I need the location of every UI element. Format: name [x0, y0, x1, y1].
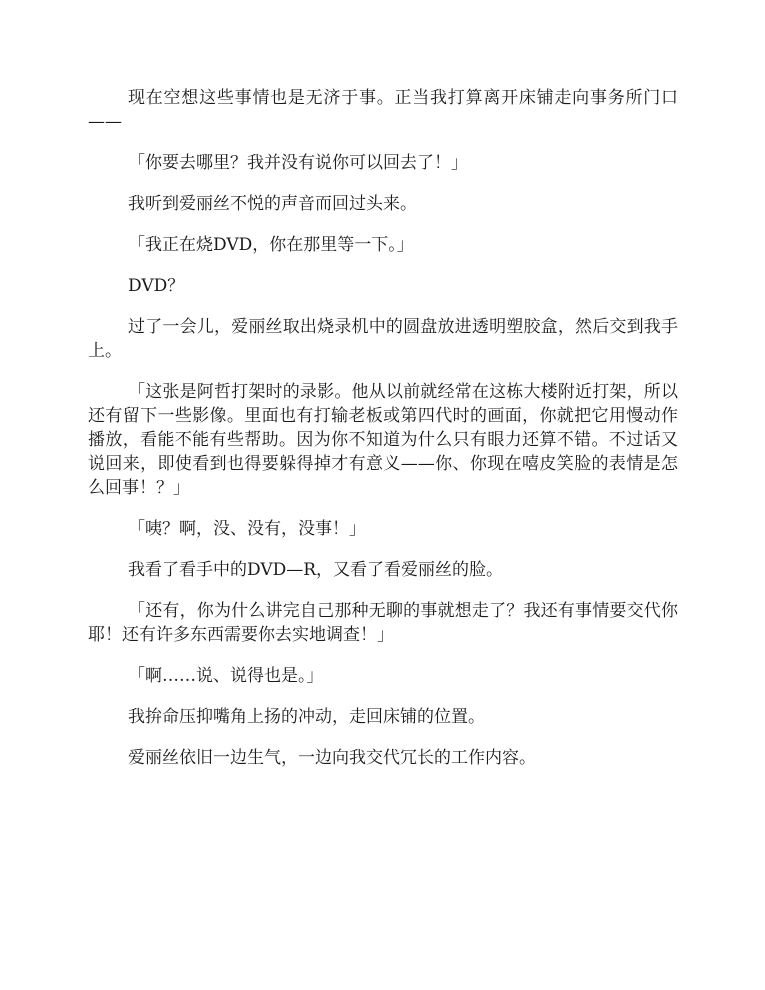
- paragraph: 爱丽丝依旧一边生气，一边向我交代冗长的工作内容。: [128, 748, 536, 768]
- paragraph: 「我正在烧DVD，你在那里等一下。」: [128, 235, 414, 255]
- paragraph: 「咦？啊，没、没有，没事！」: [128, 519, 366, 539]
- paragraph: 现在空想这些事情也是无济于事。正当我打算离开床铺走向事务所门口——: [88, 88, 678, 132]
- paragraph: 过了一会儿，爱丽丝取出烧录机中的圆盘放进透明塑胶盒，然后交到我手上。: [88, 317, 678, 361]
- paragraph: 我拚命压抑嘴角上扬的冲动，走回床铺的位置。: [128, 707, 485, 727]
- paragraph: 「你要去哪里？我并没有说你可以回去了！」: [128, 153, 468, 173]
- document-body: [88, 86, 678, 787]
- paragraph: DVD？: [128, 276, 185, 296]
- paragraph: 「还有，你为什么讲完自己那种无聊的事就想走了？我还有事情要交代你耶！还有许多东西需要你去实地调查！」: [88, 601, 678, 645]
- paragraph: 「这张是阿哲打架时的录影。他从以前就经常在这栋大楼附近打架，所以还有留下一些影像。里面也有打输老板或第四代时的画面，你就把它用慢动作播放，看能不能有些帮助。因为你不知道为什么只有眼力还算不错。不过话又说回来，即使看到也得要躲得掉才有意义——你、你现在嘻皮笑脸的表情是怎么回事！？」: [88, 382, 678, 498]
- paragraph: 我听到爱丽丝不悦的声音而回过头来。: [128, 194, 417, 214]
- paragraph: 「啊……说、说得也是。」: [128, 666, 324, 686]
- paragraph: 我看了看手中的DVD—R，又看了看爱丽丝的脸。: [128, 560, 504, 580]
